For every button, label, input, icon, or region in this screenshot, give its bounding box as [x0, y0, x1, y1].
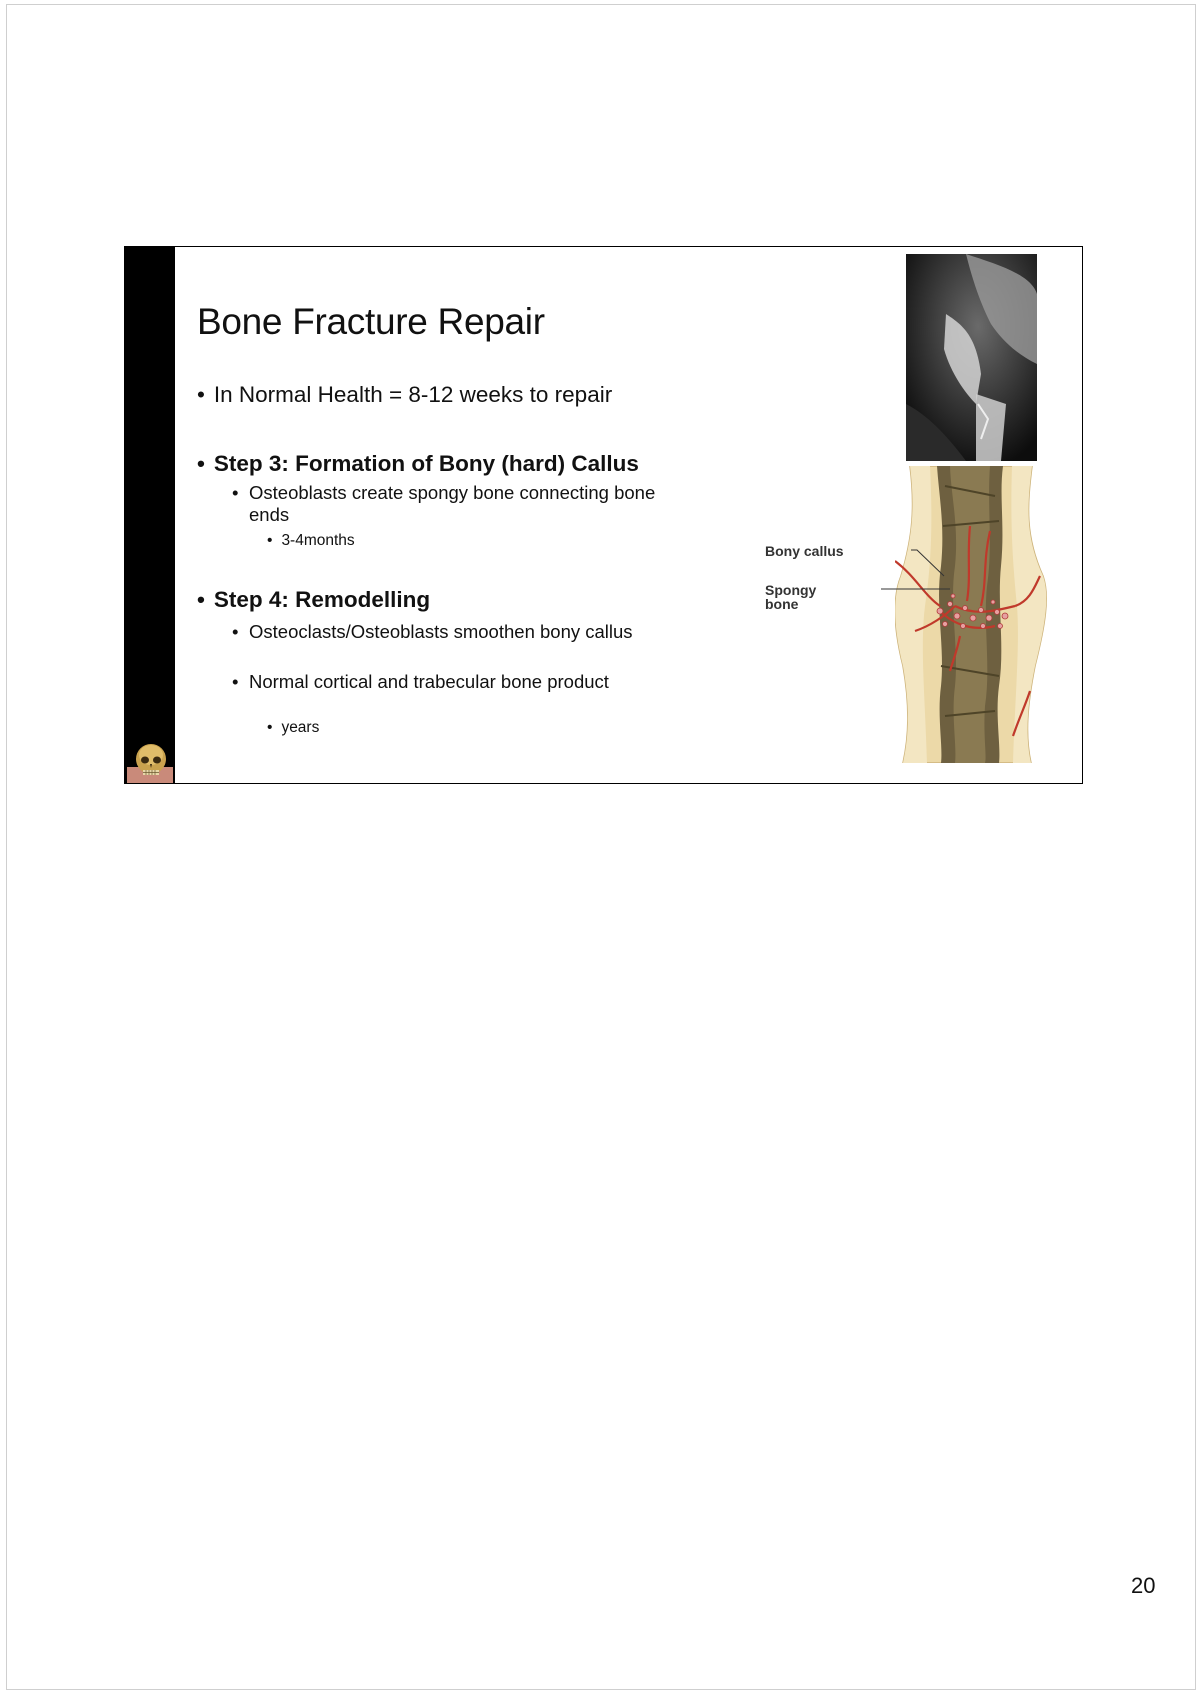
bullet-step4-sub2: • Normal cortical and trabecular bone product [232, 671, 609, 692]
page-number: 20 [1131, 1573, 1156, 1598]
bullet-step3-heading: • Step 3: Formation of Bony (hard) Callus [197, 451, 639, 476]
skull-icon [127, 737, 173, 783]
bullet-step4-heading: • Step 4: Remodelling [197, 587, 431, 612]
bullet-step4-sub1: • Osteoclasts/Osteoblasts smoothen bony callus [232, 621, 633, 642]
label-spongy: Spongy [765, 582, 817, 598]
bullet-step4-detail: • years [267, 719, 320, 736]
label-bone: bone [765, 596, 799, 612]
slide-title: Bone Fracture Repair [197, 301, 545, 342]
label-bony-callus: Bony callus [765, 543, 844, 559]
slide-sidebar [125, 247, 175, 783]
bullet-step3-sub1: • Osteoblasts create spongy bone connecting bone ends [232, 482, 656, 525]
bullet-step3-detail: • 3-4months [267, 532, 355, 549]
slide [124, 246, 1083, 784]
xray-image [906, 254, 1037, 461]
bullet-normal-health: • In Normal Health = 8-12 weeks to repair [197, 382, 613, 407]
bony-callus-illustration [895, 466, 1047, 763]
